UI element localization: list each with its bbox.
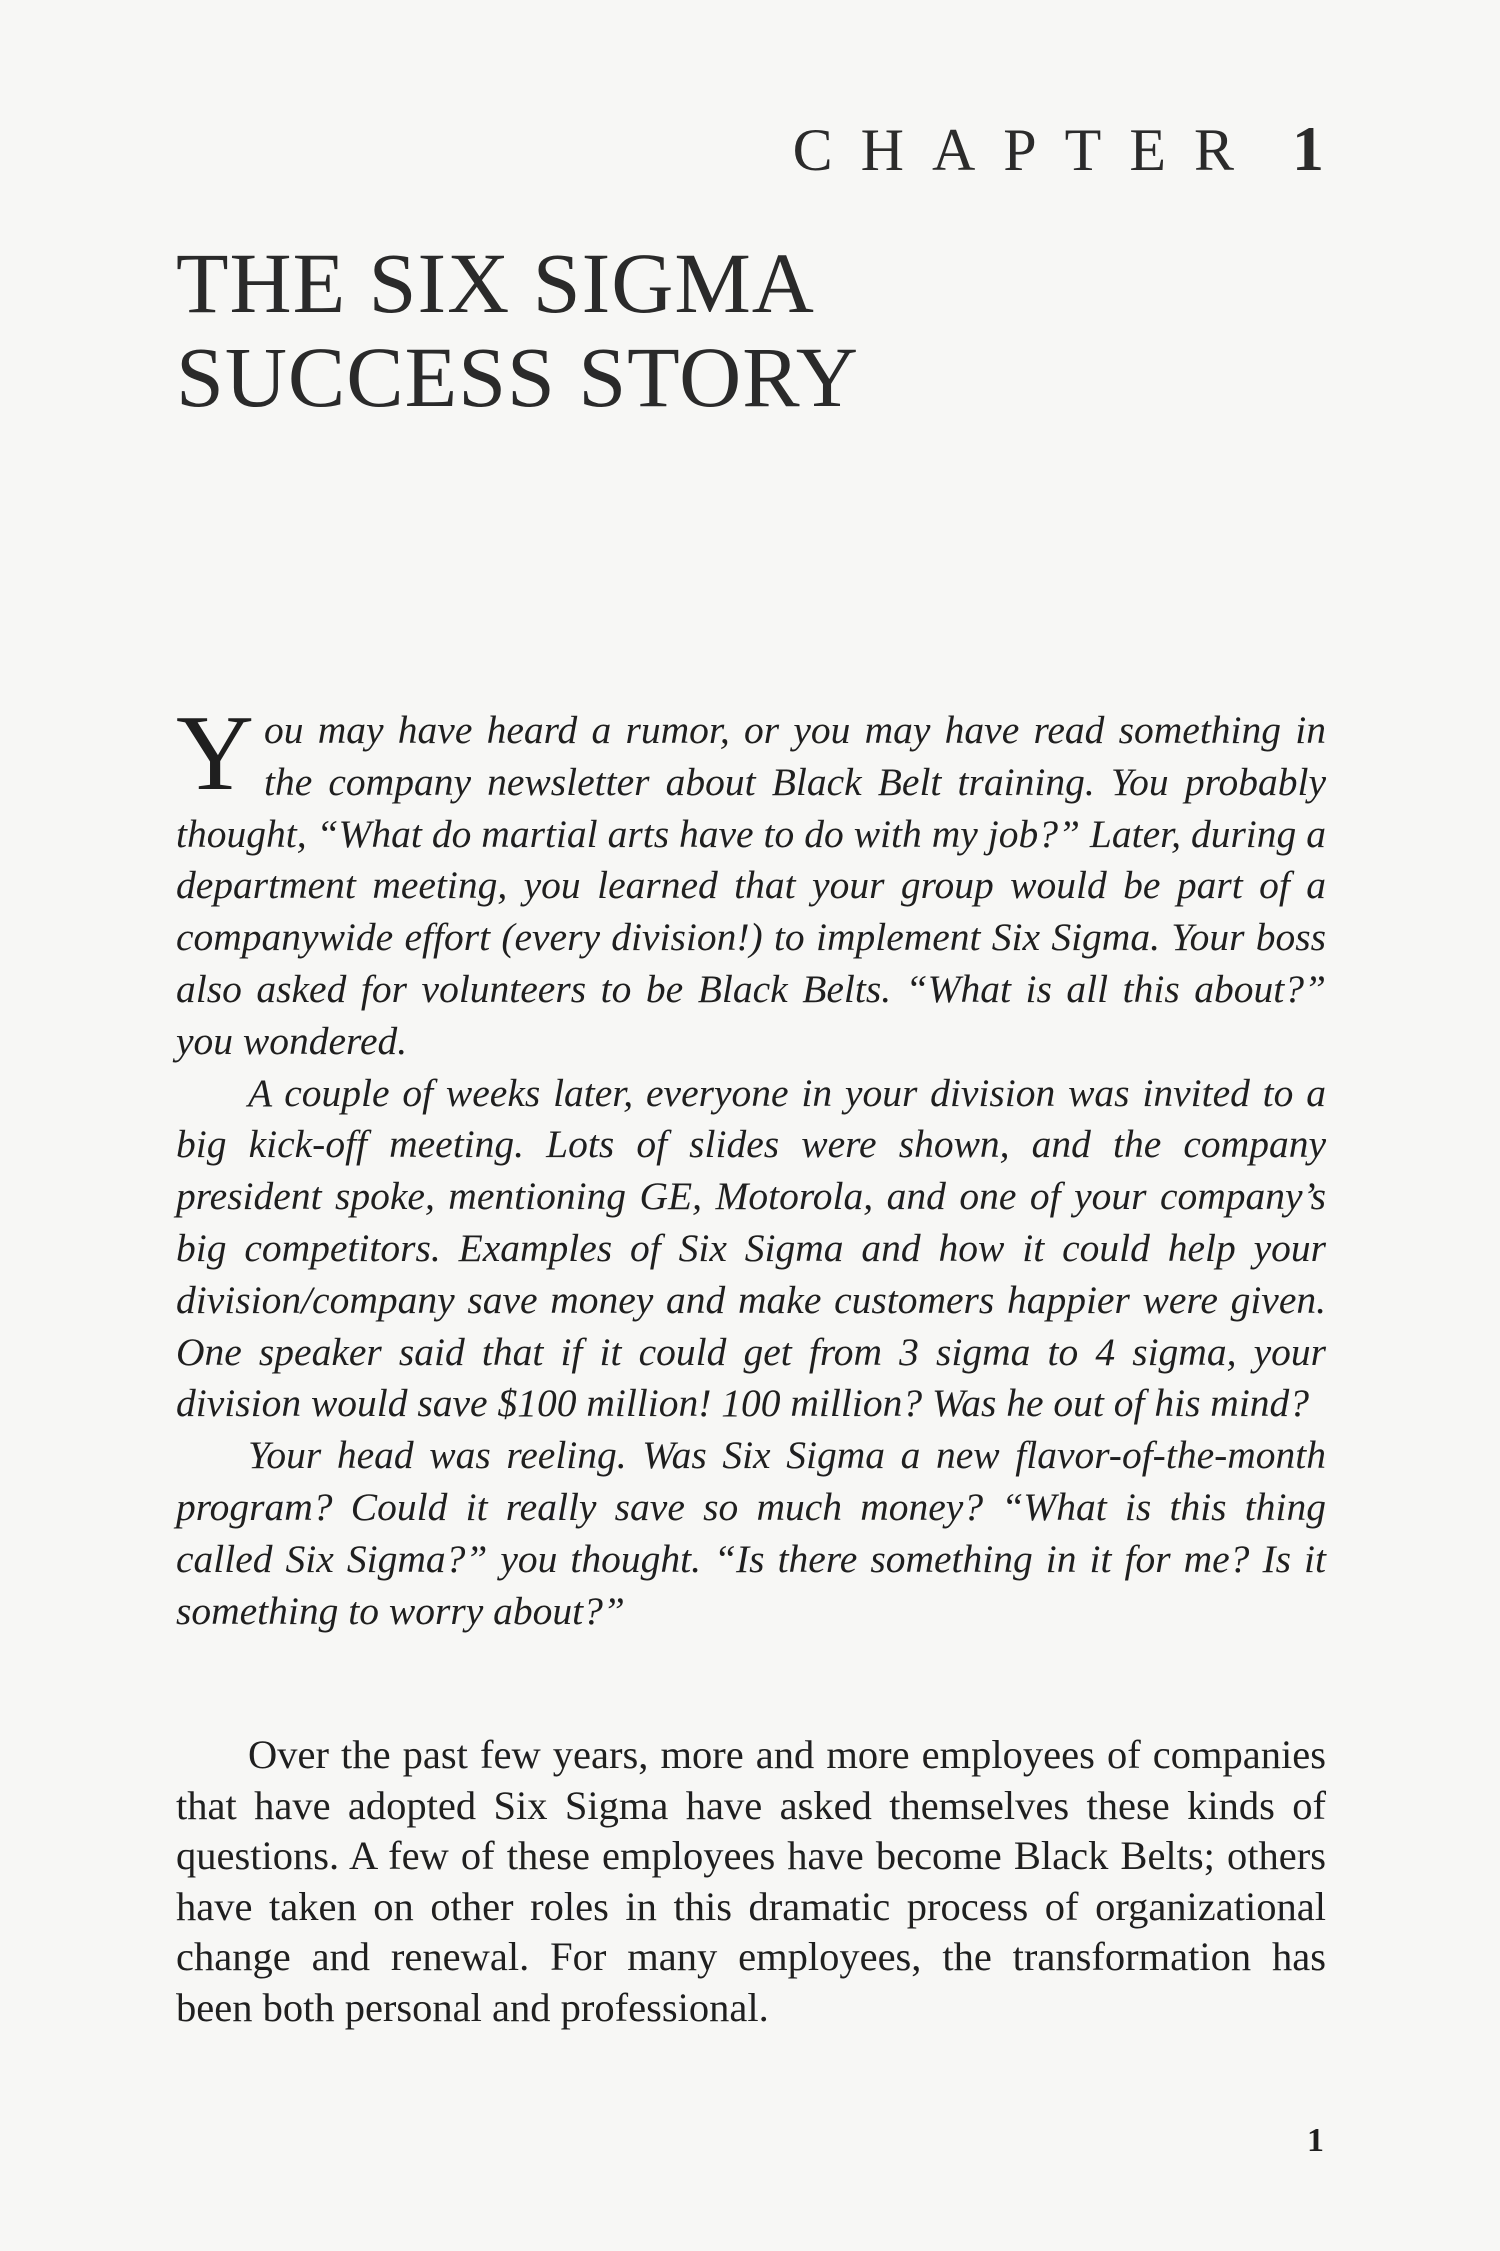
chapter-title-line-1: THE SIX SIGMA: [176, 235, 815, 331]
body-paragraph-1: Over the past few years, more and more employees of companies that have adopted Six Sigma have asked themselves these kinds of questions. A few of these employees have become Black Belts; others have taken on other roles in this dramatic process of organizational change and renewal. For many employees, the transformation has been both personal and professional.: [176, 1732, 1326, 2030]
chapter-number: 1: [1292, 113, 1324, 184]
chapter-title-line-2: SUCCESS STORY: [176, 329, 859, 425]
intro-section: [176, 694, 1326, 1637]
intro-paragraph-2: A couple of weeks later, everyone in your division was invited to a big kick-off meeting. Lots of slides were shown, and the company president spoke, mentioning GE, Motorola, and one of your company’s big competitors. Examples of Six Sigma and how it could help your division/company save money and make customers happier were given. One speaker said that if it could get from 3 sigma to 4 sigma, your division would save $100 million! 100 million? Was he out of his mind?: [176, 1070, 1326, 1426]
page-number: 1: [1307, 2122, 1324, 2159]
chapter-label: [793, 112, 1324, 186]
chapter-title: [176, 236, 1276, 424]
intro-paragraph-1-text: ou may have heard a rumor, or you may have read something in the company newsletter about Black Belt training. You probably thought, “What do martial arts have to do with my job?” Later, during a department meeting, you learned that your group would be part of a companywide effort (every division!) to implement Six Sigma. Your boss also asked for volunteers to be Black Belts. “What is all this about?” you wondered.: [176, 708, 1326, 1063]
drop-cap: Y: [176, 694, 254, 813]
intro-paragraph-1: [176, 694, 1326, 1068]
chapter-word: CHAPTER: [792, 117, 1262, 183]
intro-paragraph-3: Your head was reeling. Was Six Sigma a new flavor-of-the-month program? Could it really save so much money? “What is this thing called Six Sigma?” you thought. “Is there something in it for me? Is it something to worry about?”: [176, 1433, 1326, 1633]
